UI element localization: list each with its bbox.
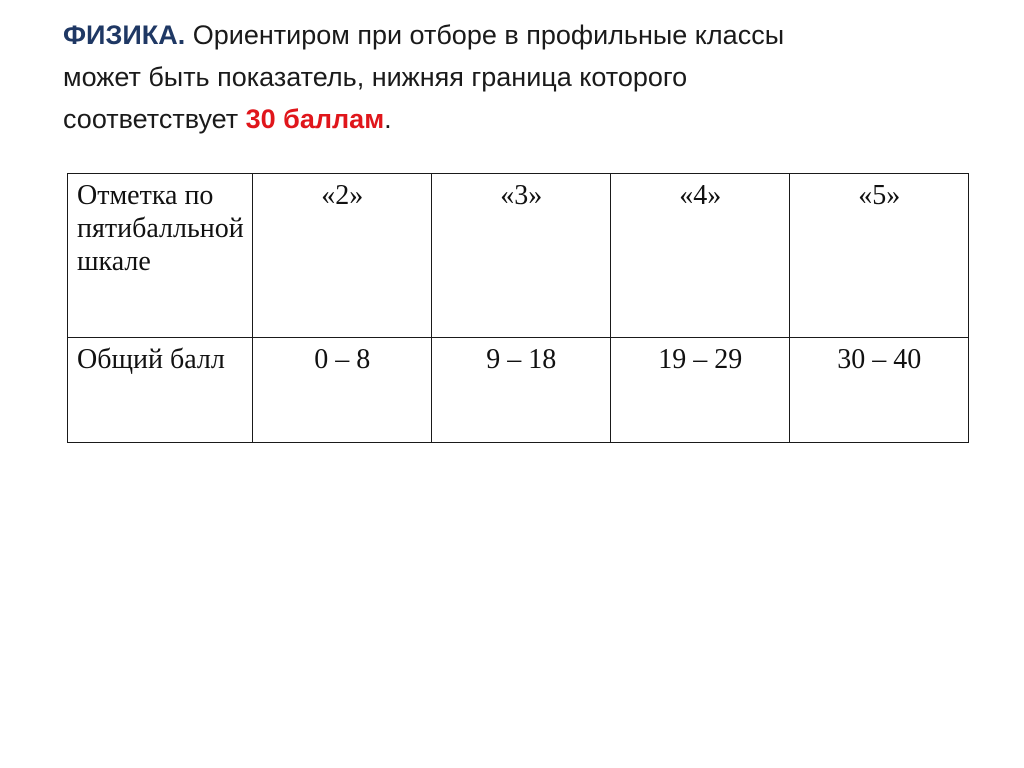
grade-score-table	[67, 173, 969, 443]
score-range-3: 9 – 18	[431, 338, 610, 443]
table-row-scores	[68, 338, 969, 443]
threshold-highlight: 30 баллам	[245, 104, 385, 134]
grade-cell-4: «4»	[610, 174, 789, 338]
score-range-2: 0 – 8	[252, 338, 431, 443]
subject-title: ФИЗИКА.	[63, 20, 186, 50]
table-row-grades	[68, 174, 969, 338]
heading-line-2: может быть показатель, нижняя граница которого	[63, 62, 688, 92]
grade-cell-3: «3»	[431, 174, 610, 338]
score-row-label: Общий балл	[68, 338, 253, 443]
heading-line-1: Ориентиром при отборе в профильные классы	[185, 20, 785, 50]
grade-cell-5: «5»	[789, 174, 968, 338]
heading-line-3: соответствует	[63, 104, 246, 134]
score-range-5: 30 – 40	[789, 338, 968, 443]
heading-period: .	[384, 104, 392, 134]
score-range-4: 19 – 29	[610, 338, 789, 443]
grade-cell-2: «2»	[252, 174, 431, 338]
grade-row-label: Отметка по пятибалльной шкале	[68, 174, 253, 338]
slide-heading	[63, 14, 963, 140]
